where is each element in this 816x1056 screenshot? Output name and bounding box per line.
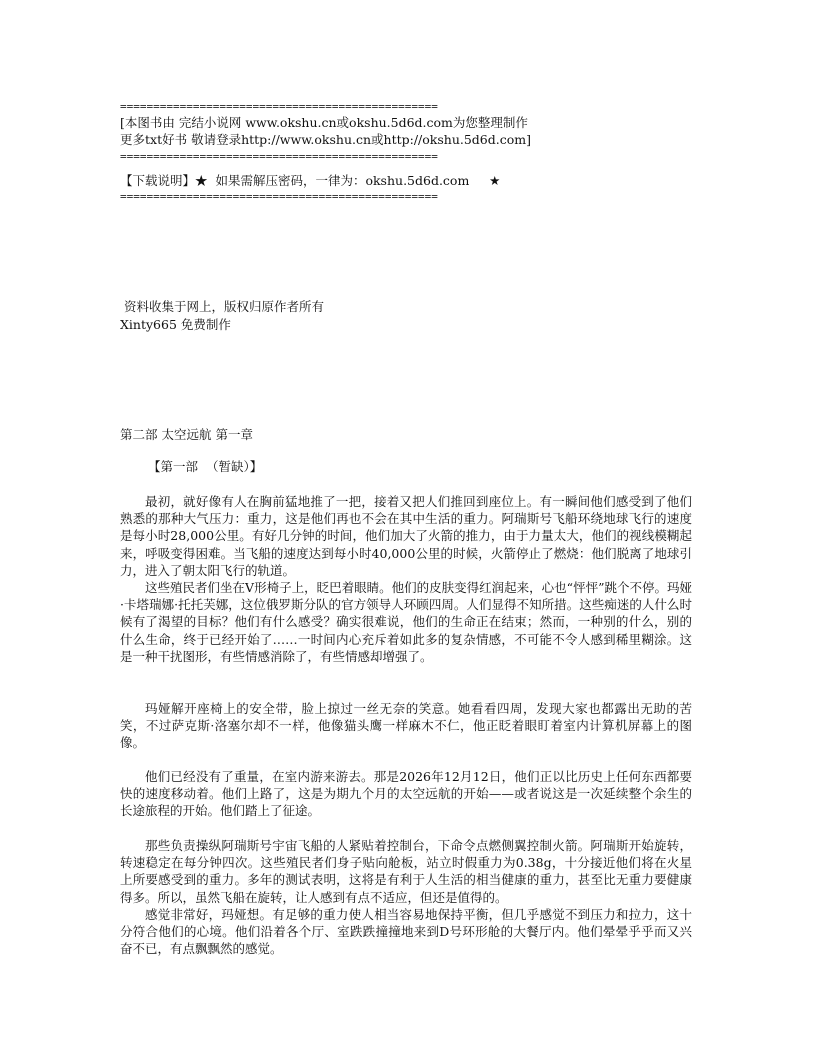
header-rule-bottom: ================================================ bbox=[120, 190, 438, 203]
header-rule-mid: ================================================ bbox=[120, 150, 438, 163]
chapter-subtitle: 【第一部 （暂缺）】 bbox=[148, 459, 263, 474]
credits-producer: Xinty665 免费制作 bbox=[120, 317, 231, 332]
paragraph-2: 这些殖民者们坐在V形椅子上，眨巴着眼睛。他们的皮肤变得红润起来，心也“怦怦”跳个不停。玛娅·卡塔瑞娜·托托芙娜，这位俄罗斯分队的官方领导人环顾四周。人们显得不知所措。这些痴迷的人什么时候有了渴望的目标？他们有什么感受？确实很难说，他们的生命正在结束；然而，一种别的什么，别的什么生命，终于已经开始了……一时间内心充斥着如此多的复杂情感，不可能不令人感到稀里糊涂。这是一种干扰图形，有些情感消除了，有些情感却增强了。 bbox=[120, 580, 692, 664]
paragraph-5: 那些负责操纵阿瑞斯号宇宙飞船的人紧贴着控制台，下命令点燃侧翼控制火箭。阿瑞斯开始旋转，转速稳定在每分钟四次。这些殖民者们身子贴向舱板，站立时假重力为0.38g，十分接近他们将在火星上所要感受到的重力。多年的测试表明，这将是有利于人生活的相当健康的重力，甚至比无重力要健康得多。所以，虽然飞船在旋转，让人感到有点不适应，但还是值得的。 bbox=[120, 838, 692, 905]
download-note: 【下载说明】★ 如果需解压密码，一律为：okshu.5d6d.com ★ bbox=[120, 173, 501, 188]
chapter-title: 第二部 太空远航 第一章 bbox=[120, 427, 253, 442]
header-source-line: [本图书由 完结小说网 www.okshu.cn或okshu.5d6d.com为您整理制作 bbox=[120, 115, 528, 130]
header-rule-top: ================================================ bbox=[120, 100, 438, 113]
header-website-line: 更多txt好书 敬请登录http://www.okshu.cn或http://okshu.5d6d.com] bbox=[120, 132, 531, 147]
paragraph-3: 玛娅解开座椅上的安全带，脸上掠过一丝无奈的笑意。她看看四周，发现大家也都露出无助的苦笑，不过萨克斯·洛塞尔却不一样，他像猫头鹰一样麻木不仁，他正眨着眼盯着室内计算机屏幕上的图像。 bbox=[120, 701, 692, 751]
paragraph-6: 感觉非常好，玛娅想。有足够的重力使人相当容易地保持平衡，但几乎感觉不到压力和拉力，这十分符合他们的心境。他们沿着各个厅、室跌跌撞撞地来到D号环形舱的大餐厅内。他们晕晕乎乎而又兴奋不已，有点飘飘然的感觉。 bbox=[120, 907, 692, 957]
credits-copyright: 资料收集于网上，版权归原作者所有 bbox=[120, 299, 324, 314]
paragraph-4: 他们已经没有了重量，在室内游来游去。那是2026年12月12日，他们正以比历史上任何东西都要快的速度移动着。他们上路了，这是为期九个月的太空远航的开始——或者说这是一次延续整个余生的长途旅程的开始。他们踏上了征途。 bbox=[120, 769, 692, 819]
paragraph-1: 最初，就好像有人在胸前猛地推了一把，接着又把人们推回到座位上。有一瞬间他们感受到了他们熟悉的那种大气压力：重力，这是他们再也不会在其中生活的重力。阿瑞斯号飞船环绕地球飞行的速度是每小时28,000公里。有好几分钟的时间，他们加大了火箭的推力，由于力量太大，他们的视线模糊起来，呼吸变得困难。当飞船的速度达到每小时40,000公里的时候，火箭停止了燃烧：他们脱离了地球引力，进入了朝太阳飞行的轨道。 bbox=[120, 494, 692, 578]
